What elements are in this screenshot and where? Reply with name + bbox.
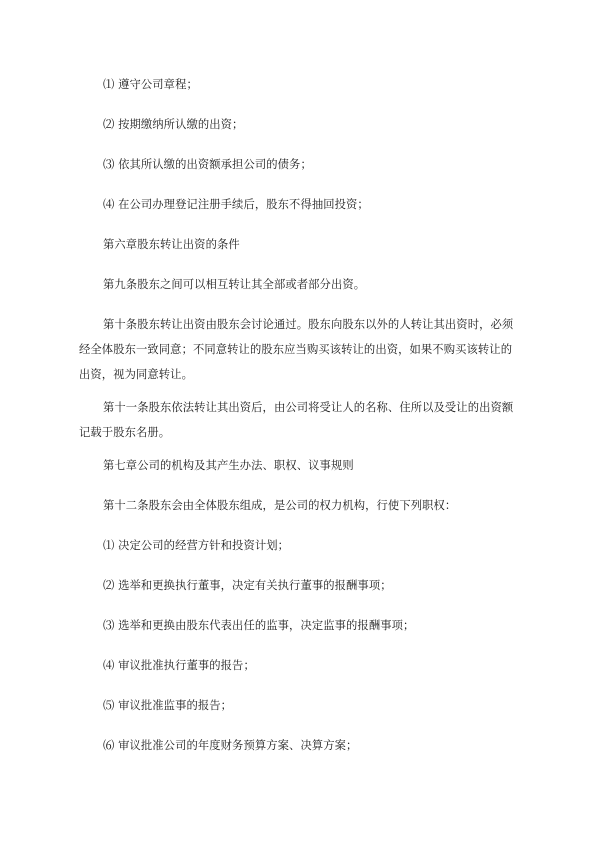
chapter-heading-6: 第六章股东转让出资的条件 (103, 238, 240, 251)
power-item-5: ⑸ 审议批准监事的报告； (103, 699, 233, 712)
power-item-4: ⑷ 审议批准执行董事的报告； (103, 659, 255, 672)
paragraph-item-2: ⑵ 按期缴纳所认缴的出资； (103, 118, 244, 131)
power-item-2: ⑵ 选举和更换执行董事，决定有关执行董事的报酬事项； (103, 579, 392, 592)
paragraph-item-3: ⑶ 依其所认缴的出资额承担公司的债务； (103, 158, 312, 171)
chapter-heading-7: 第七章公司的机构及其产生办法、职权、议事规则 (103, 459, 354, 472)
article-9: 第九条股东之间可以相互转让其全部或者部分出资。 (103, 278, 366, 291)
article-12: 第十二条股东会由全体股东组成，是公司的权力机构，行使下列职权： (103, 499, 457, 512)
article-10: 第十条股东转让出资由股东会讨论通过。股东向股东以外的人转让其出资时，必须经全体股东一致同意；不同意转让的股东应当购买该转让的出资，如果不购买该转让的出资，视为同意转让。 (79, 318, 514, 381)
paragraph-item-4: ⑷ 在公司办理登记注册手续后，股东不得抽回投资； (103, 198, 369, 211)
power-item-6: ⑹ 审议批准公司的年度财务预算方案、决算方案； (103, 739, 358, 752)
power-item-1: ⑴ 决定公司的经营方针和投资计划； (103, 539, 290, 552)
paragraph-item-1: ⑴ 遵守公司章程； (103, 78, 198, 91)
power-item-3: ⑶ 选举和更换由股东代表出任的监事，决定监事的报酬事项； (103, 619, 415, 632)
article-11: 第十一条股东依法转让其出资后，由公司将受让人的名称、住所以及受让的出资额记载于股东名册。 (79, 401, 514, 439)
